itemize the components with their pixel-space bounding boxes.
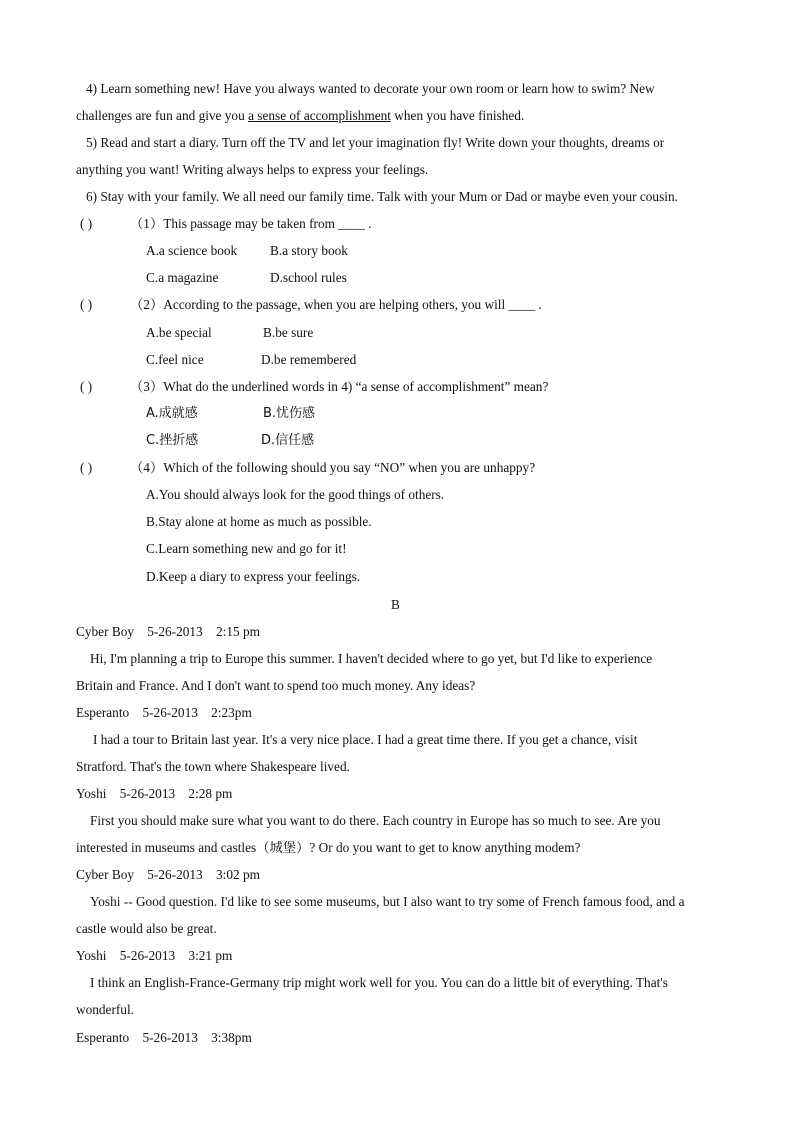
post-header: Cyber Boy 5-26-2013 2:15 pm [76, 624, 260, 639]
question-1-option-b: B.a story book [270, 243, 348, 258]
paragraph-4-line-1: 4) Learn something new! Have you always wanted to decorate your own room or learn how to swim? New [86, 81, 655, 96]
question-3-stem: （3）What do the underlined words in 4) “a sense of accomplishment” mean? [130, 379, 549, 394]
question-2-stem: （2）According to the passage, when you are helping others, you will ____ . [130, 297, 542, 312]
post-header: Yoshi 5-26-2013 3:21 pm [76, 948, 233, 963]
paragraph-4-text-end: when you have finished. [390, 108, 525, 123]
paragraph-6: 6) Stay with your family. We all need our family time. Talk with your Mum or Dad or maybe even your cousin. [86, 189, 678, 204]
post-body-line: Britain and France. And I don't want to spend too much money. Any ideas? [76, 678, 476, 693]
question-2-option-c: C.feel nice [146, 352, 204, 367]
post-header: Cyber Boy 5-26-2013 3:02 pm [76, 867, 260, 882]
post-body-line: First you should make sure what you want to do there. Each country in Europe has so much to see. Are you [90, 813, 661, 828]
question-1-option-c: C.a magazine [146, 270, 219, 285]
post-body-line: I think an English-France-Germany trip might work well for you. You can do a little bit of everything. That's [90, 975, 668, 990]
question-3-option-d: D.信任感 [261, 433, 315, 448]
question-4-option-b: B.Stay alone at home as much as possible. [146, 514, 372, 529]
answer-blank[interactable]: ( ) [80, 297, 93, 312]
section-b-label: B [391, 597, 400, 612]
post-header: Yoshi 5-26-2013 2:28 pm [76, 786, 233, 801]
post-header: Esperanto 5-26-2013 3:38pm [76, 1030, 252, 1045]
question-2-option-b: B.be sure [263, 325, 314, 340]
paragraph-5-line-2: anything you want! Writing always helps to express your feelings. [76, 162, 429, 177]
paragraph-4-line-2 [76, 108, 524, 124]
post-body-line: interested in museums and castles（城堡）? Or do you want to get to know anything modem? [76, 840, 581, 855]
question-1-option-a: A.a science book [146, 243, 238, 258]
post-body-line: wonderful. [76, 1002, 134, 1017]
paragraph-4-text: challenges are fun and give you [76, 108, 249, 123]
question-4-option-d: D.Keep a diary to express your feelings. [146, 569, 361, 584]
answer-blank[interactable]: ( ) [80, 216, 93, 231]
paragraph-5-line-1: 5) Read and start a diary. Turn off the TV and let your imagination fly! Write down your thoughts, dreams or [86, 135, 665, 150]
question-3-option-b: B.忧伤感 [263, 406, 316, 421]
answer-blank[interactable]: ( ) [80, 460, 93, 475]
post-header: Esperanto 5-26-2013 2:23pm [76, 705, 252, 720]
question-4-stem: （4）Which of the following should you say “NO” when you are unhappy? [130, 460, 536, 475]
question-3-option-c: C.挫折感 [146, 433, 199, 448]
post-body-line: castle would also be great. [76, 921, 217, 936]
underlined-phrase: a sense of accomplishment [248, 108, 391, 123]
question-2-option-d: D.be remembered [261, 352, 357, 367]
question-4-option-c: C.Learn something new and go for it! [146, 541, 347, 556]
question-4-option-a: A.You should always look for the good things of others. [146, 487, 445, 502]
post-body-line: Yoshi -- Good question. I'd like to see some museums, but I also want to try some of French famous food, and a [90, 894, 685, 909]
question-2-option-a: A.be special [146, 325, 212, 340]
post-body-line: Stratford. That's the town where Shakespeare lived. [76, 759, 350, 774]
question-1-option-d: D.school rules [270, 270, 347, 285]
post-body-line: I had a tour to Britain last year. It's a very nice place. I had a great time there. If you get a chance, visit [93, 732, 638, 747]
question-3-option-a: A.成就感 [146, 406, 198, 421]
answer-blank[interactable]: ( ) [80, 379, 93, 394]
question-1-stem: （1）This passage may be taken from ____ . [130, 216, 372, 231]
post-body-line: Hi, I'm planning a trip to Europe this summer. I haven't decided where to go yet, but I'd like to experience [90, 651, 653, 666]
